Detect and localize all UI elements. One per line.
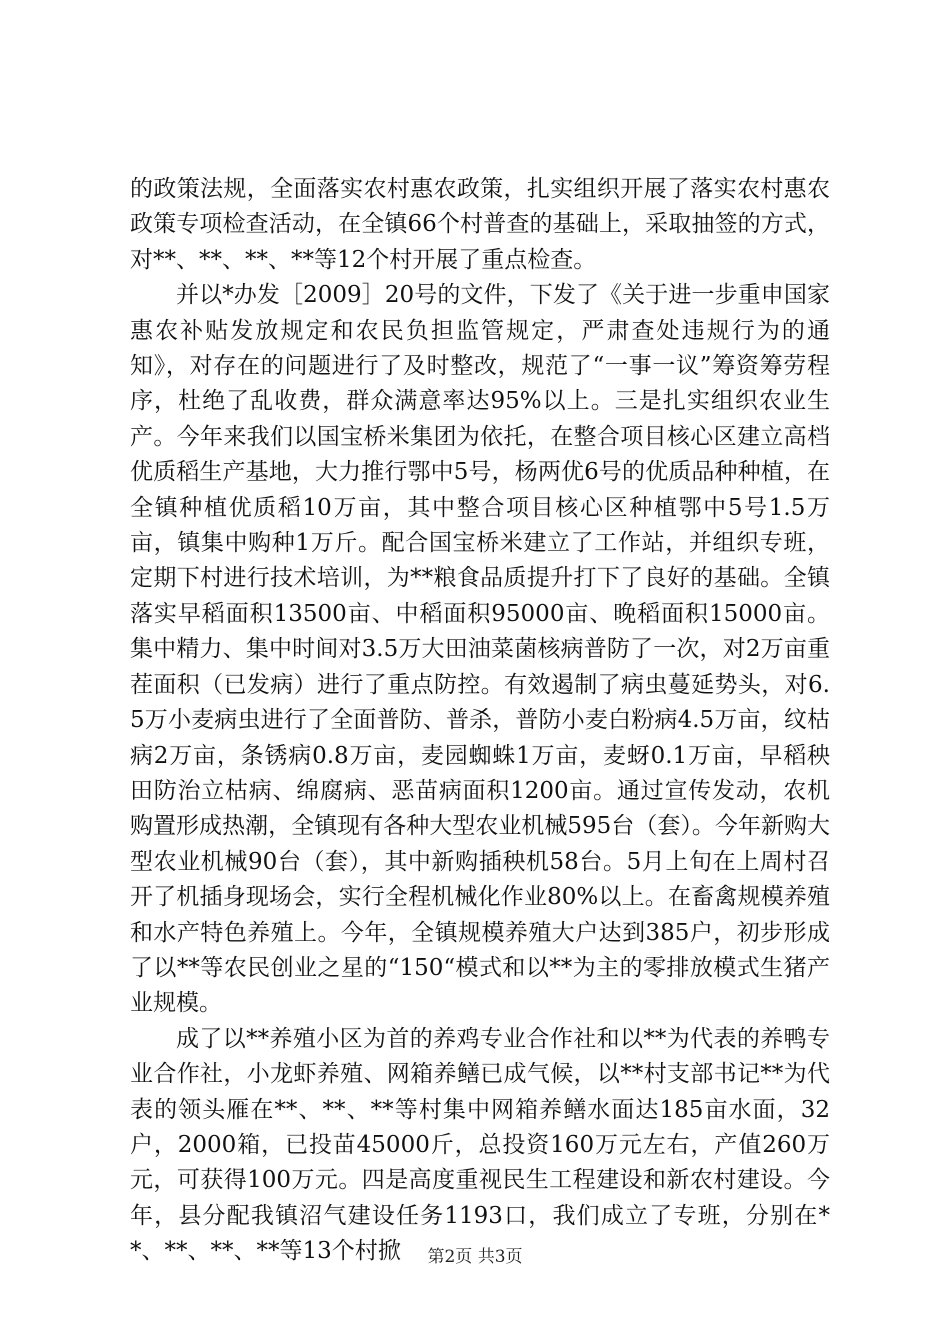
paragraph-3: 成了以**养殖小区为首的养鸡专业合作社和以**为代表的养鸭专业合作社，小龙虾养殖、网箱养鳝已成气候，以**村支部书记**为代表的领头雁在**、**、**等村集中网箱养鳝水面达185亩水面，32户，2000箱，已投苗45000斤，总投资160万元左右，产值260万元，可获得100万元。四是高度重视民生工程建设和新农村建设。今年，县分配我镇沼气建设任务1193口，我们成立了专班，分别在**、**、**、**等13个村掀 <box>130 1025 830 1265</box>
page-footer: 第2页 共3页 <box>427 1247 523 1267</box>
paragraph-1: 的政策法规，全面落实农村惠农政策，扎实组织开展了落实农村惠农政策专项检查活动，在全镇66个村普查的基础上，采取抽签的方式，对**、**、**、**等12个村开展了重点检查。 <box>130 176 830 273</box>
paragraph-2: 并以*办发［2009］20号的文件，下发了《关于进一步重申国家惠农补贴发放规定和农民负担监管规定，严肃查处违规行为的通知》，对存在的问题进行了及时整改，规范了“一事一议”筹资筹劳程序，杜绝了乱收费，群众满意率达95%以上。三是扎实组织农业生产。今年来我们以国宝桥米集团为依托，在整合项目核心区建立高档优质稻生产基地，大力推行鄂中5号，杨两优6号的优质品种种植，在全镇种植优质稻10万亩，其中整合项目核心区种植鄂中5号1.5万亩，镇集中购种1万斤。配合国宝桥米建立了工作站，并组织专班，定期下村进行技术培训，为**粮食品质提升打下了良好的基础。全镇落实早稻面积13500亩、中稻面积95000亩、晚稻面积15000亩。集中精力、集中时间对3.5万大田油菜菌核病普防了一次，对2万亩重茬面积（已发病）进行了重点防控。有效遏制了病虫蔓延势头，对6.5万小麦病虫进行了全面普防、普杀，普防小麦白粉病4.5万亩，纹枯病2万亩，条锈病0.8万亩，麦园蜘蛛1万亩，麦蚜0.1万亩，早稻秧田防治立枯病、绵腐病、恶苗病面积1200亩。通过宣传发动，农机购置形成热潮，全镇现有各种大型农业机械595台（套）。今年新购大型农业机械90台（套），其中新购插秧机58台。5月上旬在上周村召开了机插身现场会，实行全程机械化作业80%以上。在畜禽规模养殖和水产特色养殖上。今年，全镇规模养殖大户达到385户，初步形成了以**等农民创业之星的“150“模式和以**为主的零排放模式生猪产业规模。 <box>130 282 830 1017</box>
document-body <box>130 172 830 1270</box>
